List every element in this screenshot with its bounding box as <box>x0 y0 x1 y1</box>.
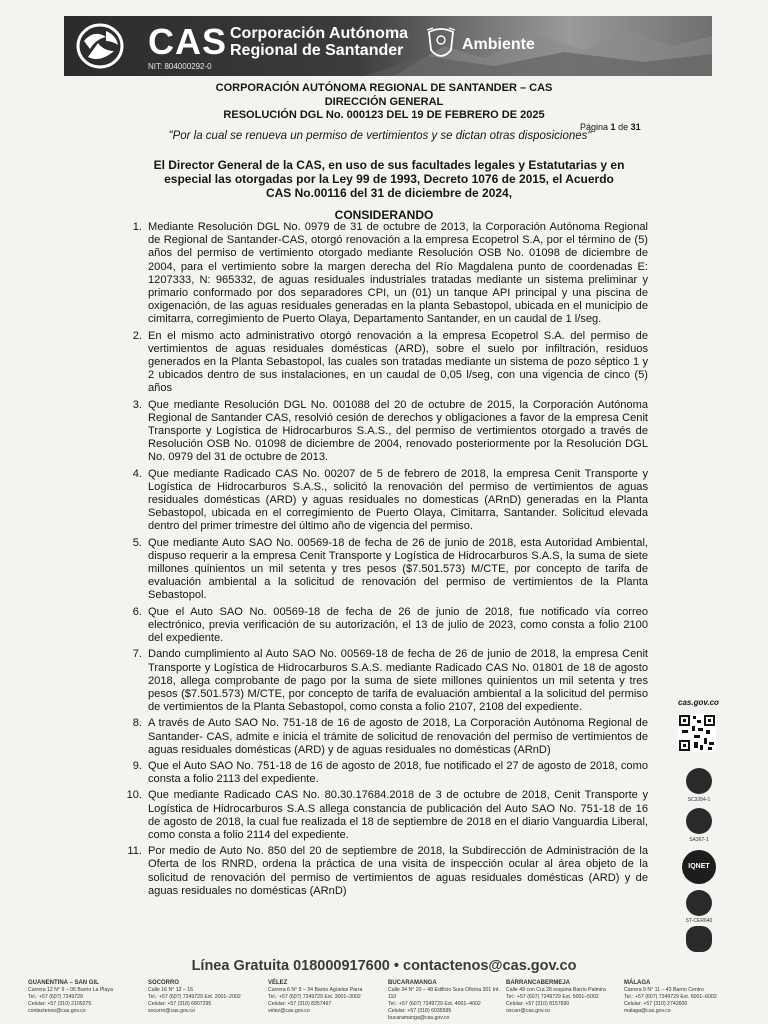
office-block <box>506 980 624 1015</box>
office-mail: bucaramanga@cas.gov.co <box>388 1015 450 1021</box>
considerando-item <box>118 717 648 757</box>
considerando-item <box>118 468 648 534</box>
item-text: A través de Auto SAO No. 751-18 de 16 de agosto de 2018, La Corporación Autónoma Regional de Santander- CAS, admite e inicia el trámite de solicitud de renovación del permiso de vertimientos de aguas residuales domésticas (ARD) y de aguas residuales no domésticas (ARnD) <box>148 717 648 756</box>
corporation-line-2: Regional de Santander <box>230 42 404 59</box>
ministry-label: Ambiente <box>462 36 535 53</box>
item-number: 3. <box>132 398 142 411</box>
office-cel: Celular: +57 (318) 6807295 <box>148 1001 212 1007</box>
iqnet-cert-icon: IQNET <box>682 850 716 884</box>
icontec-cert-icon <box>686 768 712 794</box>
page-of: de <box>618 122 629 132</box>
heading-corporation: CORPORACIÓN AUTÓNOMA REGIONAL DE SANTANDER – CAS <box>215 82 553 94</box>
page-total: 31 <box>630 122 641 132</box>
item-text: En el mismo acto administrativo otorgó renovación a la empresa Ecopetrol S.A. del permiso de vertimientos de aguas residuales domésticas (ARD), sobre el suelo por infiltración, residuos generados en la Planta Sebastopol, las cuales son tratadas mediante un sistema de pozo séptico 1 y 2 ubicados dentro de sus instalaciones, en un caudal de 0,05 l/seg, con una vigencia de cinco (5) años <box>148 329 648 395</box>
office-city: BUCARAMANGA <box>388 980 437 986</box>
item-number: 2. <box>132 329 142 342</box>
section-title: CONSIDERANDO <box>334 208 434 222</box>
free-line-label: Línea Gratuita <box>191 958 290 974</box>
corporation-name <box>230 25 408 59</box>
brand-cas: CAS <box>148 21 228 62</box>
considerando-item <box>118 845 648 898</box>
office-addr: Calle 49 con Cra 28 esquina Barrio Palmira <box>506 987 606 993</box>
corporation-line-1: Corporación Autónoma <box>230 25 409 42</box>
office-tel: Tel.: +57 (607) 7249729 Ext. 5001–5002 <box>506 994 599 1000</box>
office-addr: Carrera 6 N° 9 – 34 Barrio Agüelos Parra <box>268 987 363 993</box>
heading-resolution: RESOLUCIÓN DGL No. 000123 DEL 19 DE FEBRERO DE 2025 <box>223 109 545 121</box>
colombia-coat-of-arms-icon <box>427 26 455 64</box>
footer-separator: • <box>393 958 399 974</box>
considerando-item <box>118 330 648 396</box>
office-city: VÉLEZ <box>268 980 288 986</box>
considerando-list <box>118 221 648 901</box>
resolution-subtitle: "Por la cual se renueva un permiso de vertimientos y se dictan otras disposiciones" <box>168 130 592 142</box>
cert-label-2: SA367-1 <box>689 837 709 843</box>
office-tel: Tel.: +57 (607) 7249729 Ext. 6001–6002 <box>624 994 717 1000</box>
office-addr: Calle 16 N° 12 – 16 <box>148 987 194 993</box>
considerando-item <box>118 537 648 603</box>
office-city: SOCORRO <box>148 980 180 986</box>
item-number: 5. <box>132 536 142 549</box>
page-label: Página <box>580 122 609 132</box>
item-text: Que mediante Radicado CAS No. 00207 de 5 de febrero de 2018, la empresa Cenit Transporte y Logística de Hidrocarburos S.A.S., solicitó la renovación del permiso de vertimientos de aguas residuales domésticas (ARD) y aguas residuales no domesticas (ARnD) generadas en la Planta Sebastopol, ubicada en el corregimiento de Puerto Olaya, Cimitarra, Santander. Solicitud elevada dentro del primer trimestre del último año de vigencia del permiso. <box>148 467 648 533</box>
item-number: 1. <box>132 221 142 233</box>
office-mail: malaga@cas.gov.co <box>624 1008 671 1014</box>
office-cel: Celular: +57 (310) 2742600 <box>624 1001 688 1007</box>
heading-direction: DIRECCIÓN GENERAL <box>324 96 444 108</box>
office-city: GUANENTINA – SAN GIL <box>28 980 99 986</box>
item-number: 4. <box>132 467 142 480</box>
office-mail: oscarr@cas.gov.co <box>506 1008 551 1014</box>
office-addr: Carrera 9 N° 11 – 43 Barrio Centro <box>624 987 704 993</box>
item-text: Que mediante Radicado CAS No. 80.30.17684.2018 de 3 de octubre de 2018, Cenit Transporte y Logística de Hidrocarburos S.A.S allega constancia de publicación del Auto SAO No. 751-18 de 16 de agosto de 2018, la cual fue realizada el 18 de septiembre de 2018 en el diario Vanguardia Liberal, como consta a folio 2114 del expediente. <box>148 789 648 841</box>
page-current: 1 <box>610 122 616 132</box>
considerando-item <box>118 399 648 465</box>
website-label: cas.gov.co <box>678 698 719 707</box>
item-number: 11. <box>127 845 142 858</box>
considerando-item <box>118 606 648 646</box>
office-block <box>388 980 506 1022</box>
considerando-item <box>118 760 648 786</box>
office-block <box>148 980 266 1015</box>
office-block <box>28 980 146 1015</box>
office-mail: contactenos@cas.gov.co <box>28 1008 86 1014</box>
item-text: Dando cumplimiento al Auto SAO No. 00569-18 de fecha de 26 de junio de 2018, la empresa Cenit Transporte y Logística de Hidrocarburos S.A.S. mediante Radicado CAS No. 01801 de 18 de agosto 2018, allega comprobante de pago por la suma de siete millones quinientos un mil setenta y tres pesos ($7.501.573) M/CTE, por concepto de tarifa de evaluación ambiental a la solicitud del permiso de vertimientos de la Planta Sebastopol, como consta a folio 2107, 2108 del expediente. <box>148 648 648 714</box>
item-text: Que mediante Auto SAO No. 00569-18 de fecha de 26 de junio de 2018, esta Autoridad Ambiental, dispuso requerir a la empresa Cenit Transporte y Logística de Hidrocarburos S.A.S, la suma de siete millones quinientos un mil setenta y tres pesos ($7.501.573) M/CTE, por concepto de tarifa de evaluación ambiental a la solicitud de renovación del permiso de vertimientos de la Planta Sebastopol. <box>148 536 648 602</box>
cert-label-1: SC3284-1 <box>687 797 711 803</box>
office-cel: Celular: +57 (310) 2109275 <box>28 1001 92 1007</box>
item-number: 6. <box>132 605 142 618</box>
office-cel: Celular: +57 (318) 6035595 <box>388 1008 452 1014</box>
item-number: 10. <box>126 789 142 802</box>
office-mail: socorro@cas.gov.co <box>148 1008 195 1014</box>
office-tel: Tel.: +57 (607) 7249729 <box>28 994 83 1000</box>
considerando-item <box>118 221 648 327</box>
offices-list <box>28 980 748 1020</box>
office-city: MÁLAGA <box>624 980 651 986</box>
office-block <box>268 980 386 1015</box>
free-line-number: 018000917600 <box>293 958 390 974</box>
icontec-sst-cert-icon <box>686 890 712 916</box>
item-text: Que el Auto SAO No. 00569-18 de fecha de 26 de junio de 2018, fue notificado vía correo electrónico, previa verificación de su autorización, el 13 de julio de 2023, como consta a folio 2100 del expediente. <box>148 605 648 645</box>
office-mail: velez@cas.gov.co <box>268 1008 310 1014</box>
office-addr: Carrera 12 N° 9 – 06 Barrio La Playa <box>28 987 113 993</box>
office-addr: Calle 34 N° 20 – 48 Edificio Sura Oficina 301 Int. 110 <box>388 987 500 1000</box>
office-cel: Celular: +57 (310) 8157690 <box>506 1001 570 1007</box>
considerando-item <box>118 648 648 714</box>
item-number: 7. <box>132 648 142 661</box>
item-text: Mediante Resolución DGL No. 0979 de 31 de octubre de 2013, la Corporación Autónoma Regional de Regional de Santander-CAS, otorgó renovación a la empresa Ecopetrol S.A, por el término de (5) años del permiso de vertimiento otorgado mediante Resolución OSB No. 01098 de diciembre de 2004, para el vertimiento sobre la margen derecha del Río Magdalena punto de coordenadas E: 1207333, N: 965332, de aguas residuales industriales tratadas mediante un sistema preliminar y primario conformado por dos separadores CPI, un (01) un tanque API principal y una piscina de oxigenación, de las aguas residuales generadas en la planta Sebastopol, ubicada en el municipio de cimitarra, corregimiento de Puerto Olaya, Departamento Santander, en un caudal de 1 l/seg. <box>148 221 648 326</box>
qr-code-icon <box>678 714 716 752</box>
office-city: BARRANCABERMEJA <box>506 980 571 986</box>
item-number: 8. <box>132 717 142 730</box>
considerando-item <box>118 789 648 842</box>
office-cel: Celular: +57 (310) 8357497 <box>268 1001 332 1007</box>
preamble: El Director General de la CAS, en uso de sus facultades legales y Estatutarias y en especial las otorgadas por la Ley 99 de 1993, Decreto 1076 de 2015, el Acuerdo CAS No.00116 del 31 de diciembre de 2024, <box>153 158 625 200</box>
office-tel: Tel.: +57 (607) 7249729 Ext. 2001–2002 <box>148 994 241 1000</box>
office-tel: Tel.: +57 (607) 7249729 Ext. 4001–4002 <box>388 1001 481 1007</box>
item-text: Por medio de Auto No. 850 del 20 de septiembre de 2018, la Subdirección de Administración de la Oferta de los RNRD, ordena la práctica de una visita de inspección ocular al área objeto de la solicitud de renovación del permiso de vertimientos de aguas residuales domésticas (ARD) y de aguas residuales no domésticas (ARnD) <box>148 845 648 897</box>
header-banner <box>64 16 712 76</box>
item-text: Que el Auto SAO No. 751-18 de 16 de agosto de 2018, fue notificado el 27 de agosto de 2018, como consta a folio 2113 del expediente. <box>148 759 648 786</box>
nit-number: NIT: 804000292-0 <box>148 62 212 71</box>
icontec-env-cert-icon <box>686 808 712 834</box>
office-block <box>624 980 742 1015</box>
icontec-seal-icon <box>686 926 712 952</box>
item-number: 9. <box>132 759 142 772</box>
cas-logo-icon <box>76 23 124 69</box>
office-tel: Tel.: +57 (607) 7249729 Ext. 3001–3002 <box>268 994 361 1000</box>
contact-email: contactenos@cas.gov.co <box>403 958 577 974</box>
item-text: Que mediante Resolución DGL No. 001088 del 20 de octubre de 2015, la Corporación Autónoma Regional de Santander CAS, resolvió cesión de derechos y obligaciones a favor de la empresa Cenit Transporte y Logística de Hidrocarburos S.A.S., del permiso de vertimientos otorgado a través de Resolución OSB No. 01098 de diciembre de 2004, renovado posteriormente por la Resolución DGL No. 0979 del 31 de octubre de 2013. <box>148 398 648 464</box>
footer-contact-line <box>0 958 768 974</box>
cert-label-4: ST-CER640 <box>685 918 713 924</box>
